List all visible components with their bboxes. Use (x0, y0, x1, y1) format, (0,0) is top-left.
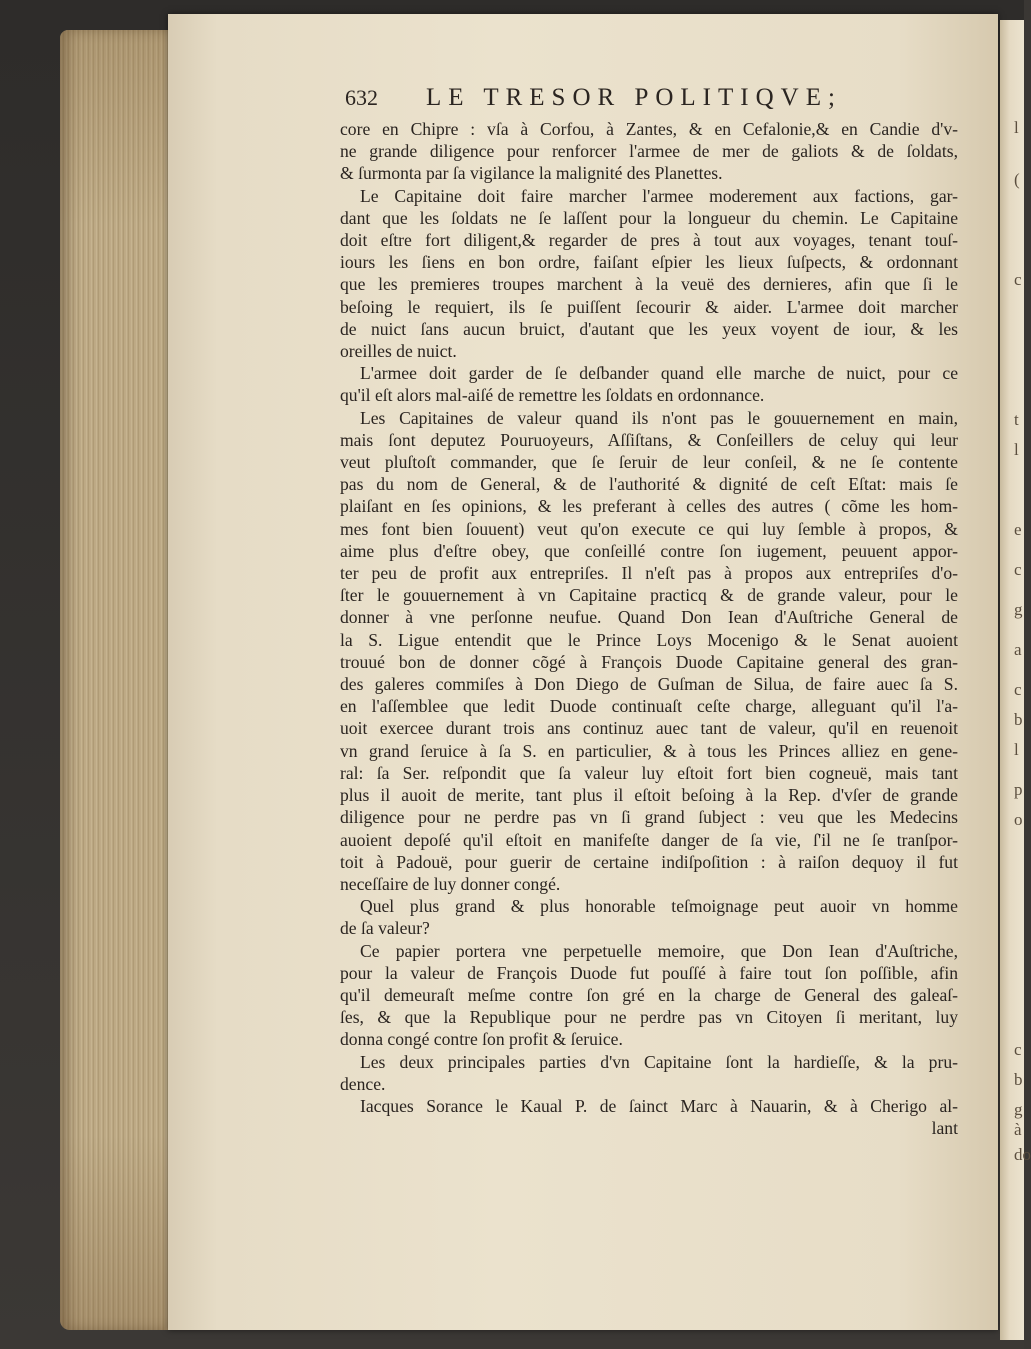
text-line: vn grand ſeruice à ſa S. en particulier, & à tous les Princes alliez en gene- (340, 740, 958, 761)
text-line: Le Capitaine doit faire marcher l'armee moderement aux factions, gar- (360, 185, 958, 206)
text-line: Quel plus grand & plus honorable teſmoignage peut auoir vn homme (360, 896, 958, 917)
text-line: de nuict ſans aucun bruict, d'autant que les yeux voyent de iour, & les (340, 318, 958, 339)
text-line: plus il auoit de merite, tant plus il eſtoit beſoing à la Rep. d'vſer de grande (340, 785, 958, 806)
page-number: 632 (345, 85, 378, 110)
facing-page-fragment: a (1014, 640, 1022, 659)
facing-page-fragment: g (1014, 600, 1023, 619)
text-line: qu'il eſt alors mal-aiſé de remettre les ſoldats en ordonnance. (340, 385, 765, 406)
facing-page-fragment: b (1014, 710, 1023, 729)
facing-page-fragment: ( (1014, 170, 1020, 189)
text-line: lant (931, 1118, 958, 1139)
facing-page-fragment: c (1014, 680, 1022, 699)
facing-page-fragment: do (1014, 1145, 1031, 1164)
text-line: aime plus d'eſtre obey, que conſeillé contre ſon iugement, peuuent appor- (340, 540, 958, 561)
facing-page-fragment: p (1014, 780, 1023, 799)
text-line: Les deux principales parties d'vn Capitaine ſont la hardieſſe, & la pru- (360, 1051, 958, 1072)
text-line: & ſurmonta par ſa vigilance la malignité des Planettes. (340, 163, 723, 184)
facing-page-edge (1000, 20, 1031, 1340)
text-line: pas du nom de General, & de l'authorité & dignité de ceſt Eſtat: mais ſe (340, 474, 958, 495)
facing-page-fragment: g (1014, 1100, 1023, 1119)
text-line: en l'aſſemblee que ledit Duode continuaſt ceſte charge, alleguant qu'il l'a- (340, 696, 958, 717)
text-line: ſter le gouuernement à vn Capitaine practicq & de grande valeur, pour le (340, 585, 958, 606)
text-line: Les Capitaines de valeur quand ils n'ont pas le gouuernement en main, (360, 407, 958, 428)
text-line: pour la valeur de François Duode fut pouſſé à faire tout ſon poſſible, afin (340, 962, 958, 983)
facing-page-fragment: c (1014, 560, 1022, 579)
text-line: auoient depoſé qu'il eſtoit en manifeſte danger de ſa vie, ſ'il ne ſe tranſpor- (340, 829, 958, 850)
text-line: dence. (340, 1073, 386, 1094)
text-line: dant que les ſoldats ne ſe laſſent pour la longueur du chemin. Le Capitaine (340, 207, 958, 228)
text-line: core en Chipre : vſa à Corfou, à Zantes, & en Cefalonie,& en Candie d'v- (340, 119, 958, 139)
facing-page-fragment: e (1014, 520, 1022, 539)
facing-page-fragment: c (1014, 1040, 1022, 1059)
facing-page-fragment: l (1014, 740, 1019, 759)
text-line: neceſſaire de luy donner congé. (340, 873, 561, 894)
text-line: veut pluſtoſt commander, que ſe ſeruir de leur conſeil, & ne ſe contente (340, 452, 958, 473)
text-line: ral: ſa Ser. reſpondit que ſa valeur luy eſtoit fort bien cogneuë, mais tant (340, 762, 958, 783)
text-line: de ſa valeur? (340, 918, 430, 939)
text-line: L'armee doit garder de ſe deſbander quand elle marche de nuict, pour ce (360, 363, 958, 384)
text-line: diligence pour ne perdre pas vn ſi grand ſubject : veu que les Medecins (340, 807, 958, 828)
text-line: des galeres commiſes à Don Diego de Guſman de Silua, de faire auec ſa S. (340, 674, 958, 695)
text-line: la S. Ligue entendit que le Prince Loys Mocenigo & le Senat auoient (340, 629, 958, 650)
text-line: mais ſont deputez Pouruoyeurs, Aſſiſtans, & Conſeillers de celuy qui leur (340, 429, 958, 450)
text-line: ſes, & que la Republique pour ne perdre pas vn Citoyen ſi meritant, luy (340, 1007, 958, 1028)
text-line: donner à vne perſonne neufue. Quand Don Iean d'Auſtriche General de (340, 607, 958, 628)
text-line: mes font bien ſouuent) veut qu'on execute ce qui luy ſemble à propos, & (340, 518, 958, 539)
text-line: oreilles de nuict. (340, 341, 457, 362)
text-line: plaiſant en ſes opinions, & les preferant à celles des autres ( cõme les hom- (340, 496, 958, 517)
text-line: Iacques Sorance le Kaual P. de ſainct Marc à Nauarin, & à Cherigo al- (360, 1095, 958, 1116)
text-line: que les premieres troupes marchent à la veuë des dernieres, afin que ſi le (340, 274, 958, 295)
text-line: ter peu de profit aux entrepriſes. Il n'eſt pas à propos aux entrepriſes d'o- (340, 563, 958, 584)
body-text (340, 118, 958, 1139)
facing-page-fragment: l (1014, 118, 1019, 137)
facing-page-fragment: b (1014, 1070, 1023, 1089)
facing-page-fragment: o (1014, 810, 1023, 829)
text-line: Ce papier portera vne perpetuelle memoire, que Don Iean d'Auſtriche, (360, 940, 958, 961)
text-line: beſoing le requiert, ils ſe puiſſent ſecourir & aider. L'armee doit marcher (340, 296, 958, 317)
text-line: iours les ſiens en bon ordre, faiſant eſpier les lieux ſuſpects, & ordonnant (340, 252, 958, 273)
text-line: qu'il demeuraſt meſme contre ſon gré en la charge de General des galeaſ- (340, 984, 958, 1005)
text-line: toit à Padouë, pour guerir de certaine indiſpoſition : à raiſon dequoy il fut (340, 851, 958, 872)
text-line: donna congé contre ſon profit & ſeruice. (340, 1029, 623, 1050)
text-line: uoit exercee durant trois ans continuz auec tant de valeur, qu'il en reuenoit (340, 718, 958, 739)
text-line: trouué bon de donner cõgé à François Duode Capitaine general des gran- (340, 651, 958, 672)
facing-page-fragment: l (1014, 440, 1019, 459)
text-line: doit eſtre fort diligent,& regarder de pres à tout aux voyages, tenant touſ- (340, 230, 958, 251)
running-head (345, 84, 945, 112)
facing-page-fragment: c (1014, 270, 1022, 289)
facing-page-fragment: à (1014, 1120, 1022, 1139)
facing-page-fragment: t (1014, 410, 1019, 429)
running-title: LE TRESOR POLITIQVE; (426, 84, 842, 111)
text-line: ne grande diligence pour renforcer l'armee de mer de galiots & de ſoldats, (340, 141, 958, 162)
